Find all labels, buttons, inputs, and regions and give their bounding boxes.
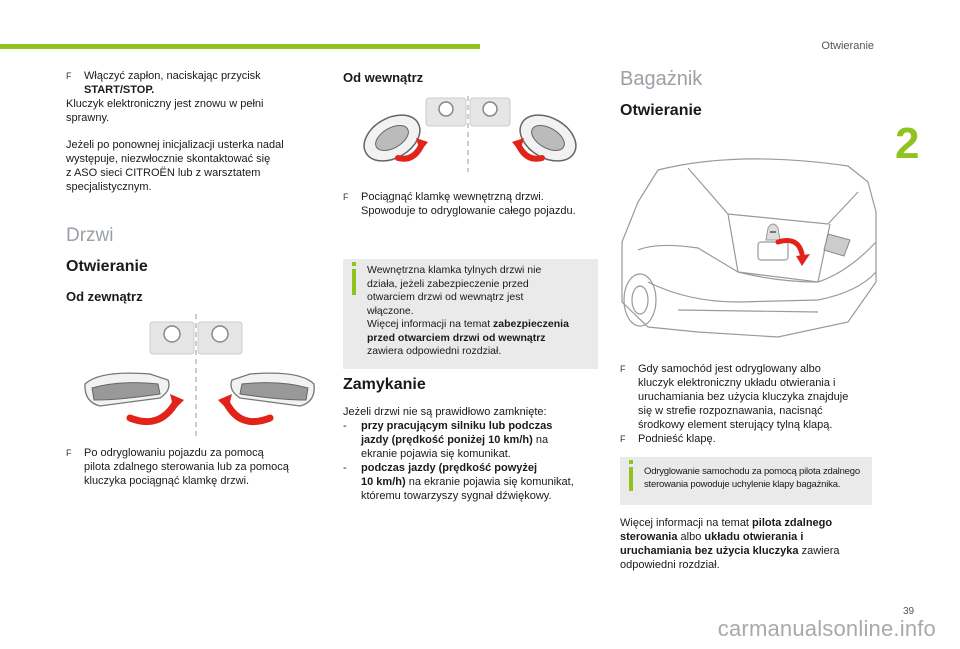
text-line: Gdy samochód jest odryglowany albo xyxy=(638,363,821,375)
bullet-item xyxy=(620,362,882,432)
text-line: Odryglowanie samochodu za pomocą pilota zdalnego xyxy=(644,466,860,477)
info-icon xyxy=(629,460,633,464)
dash-marker: - xyxy=(343,462,347,474)
text-line: Jeżeli po ponownej inicjalizacji usterka nadal xyxy=(66,139,284,151)
text-line: Włączyć zapłon, naciskając przycisk xyxy=(84,70,261,82)
bullet-item xyxy=(66,446,326,488)
subheading-inside: Od wewnątrz xyxy=(343,70,424,85)
text-span: sterowania xyxy=(620,531,678,543)
text-span: Więcej informacji na temat xyxy=(367,318,494,330)
text-line: Kluczyk elektroniczny jest znowu w pełni xyxy=(66,98,264,110)
text-line: podczas jazdy (prędkość powyżej xyxy=(361,462,538,474)
text-span: układu otwierania i xyxy=(704,531,804,543)
text-line: sterowania powoduje uchylenie klapy bagażnika. xyxy=(644,479,841,490)
subheading-outside: Od zewnątrz xyxy=(66,289,143,304)
text-line: zawiera odpowiedni rozdział. xyxy=(367,345,502,357)
text-line: się w strefie rozpoznawania, nacisnąć xyxy=(638,405,823,417)
text-line: odpowiedni rozdział. xyxy=(620,559,720,571)
col1-bullet-exterior xyxy=(66,446,326,488)
text-line: Jeżeli drzwi nie są prawidłowo zamknięte: xyxy=(343,406,547,418)
text-line: z ASO sieci CITROËN lub z warsztatem xyxy=(66,167,261,179)
text-span: na ekranie pojawia się komunikat, xyxy=(405,476,574,488)
bullet-marker: F xyxy=(620,434,626,444)
col3-more-info xyxy=(620,516,882,572)
bullet-item xyxy=(620,432,882,446)
col1-paragraph xyxy=(66,138,316,194)
section-title-doors: Drzwi xyxy=(66,225,114,246)
text-span: 10 km/h) xyxy=(361,476,406,488)
col3-bullets xyxy=(620,362,882,446)
dash-marker: - xyxy=(343,420,347,432)
running-header: Otwieranie xyxy=(821,40,874,52)
bullet-marker: F xyxy=(66,448,72,458)
heading-boot-opening: Otwieranie xyxy=(620,102,702,119)
car-rear-illustration xyxy=(618,132,880,352)
bullet-item xyxy=(343,190,603,218)
text-line: otwarciem drzwi od wewnątrz jest xyxy=(367,291,524,303)
text-line: pilota zdalnego sterowania lub za pomocą xyxy=(84,461,289,473)
text-line: Podnieść klapę. xyxy=(638,433,716,445)
col2-closing-text xyxy=(343,405,603,503)
text-span: na xyxy=(532,434,549,446)
text-line: ekranie pojawia się komunikat. xyxy=(361,448,511,460)
interior-handle-illustration xyxy=(350,92,590,174)
text-span: jazdy (prędkość poniżej 10 km/h) xyxy=(361,434,533,446)
text-span: zawiera xyxy=(798,545,840,557)
text-line: uruchamiania bez użycia kluczyka znajduje xyxy=(638,391,849,403)
header-accent-bar xyxy=(0,44,480,49)
text-line: przed otwarciem drzwi od wewnątrz xyxy=(367,331,546,344)
info-icon xyxy=(352,262,356,266)
text-line: Spowoduje to odryglowanie całego pojazdu. xyxy=(361,205,576,217)
text-line: włączone. xyxy=(367,304,414,317)
text-line: START/STOP. xyxy=(84,84,155,96)
text-line: Po odryglowaniu pojazdu za pomocą xyxy=(84,447,264,459)
text-line: kluczyk elektroniczny układu otwierania i xyxy=(638,377,836,389)
text-span: Więcej informacji na temat xyxy=(620,517,753,529)
chapter-number: 2 xyxy=(895,119,920,168)
col2-bullet-interior xyxy=(343,190,603,218)
heading-opening: Otwieranie xyxy=(66,258,148,275)
section-title-boot: Bagażnik xyxy=(620,68,703,90)
text-line: któremu towarzyszy sygnał dźwiękowy. xyxy=(361,490,552,502)
text-line: Wewnętrzna klamka tylnych drzwi nie xyxy=(367,264,542,276)
text-line: sprawny. xyxy=(66,112,110,124)
info-box-rear-doors xyxy=(343,259,598,369)
text-line: występuje, niezwłocznie skontaktować się xyxy=(66,153,271,165)
dash-item xyxy=(343,419,603,461)
info-box-boot xyxy=(620,457,872,505)
exterior-handle-illustration xyxy=(80,314,320,440)
text-line: kluczyka pociągnąć klamkę drzwi. xyxy=(84,475,250,487)
bullet-marker: F xyxy=(620,364,626,374)
watermark-text: carmanualsonline.info xyxy=(717,616,936,641)
info-icon-bar xyxy=(352,269,356,295)
heading-closing: Zamykanie xyxy=(343,376,426,393)
bullet-marker: F xyxy=(66,71,72,81)
text-line: specjalistycznym. xyxy=(66,181,152,193)
text-span: uruchamiania bez użycia kluczyka xyxy=(620,545,799,557)
page-number: 39 xyxy=(903,606,915,617)
text-span: zabezpieczenia xyxy=(493,318,569,330)
text-line: przy pracującym silniku lub podczas xyxy=(361,420,553,432)
text-line: środkowy element sterujący tylną klapą. xyxy=(638,419,833,431)
dash-item xyxy=(343,461,603,503)
col1-intro xyxy=(66,69,316,125)
bullet-marker: F xyxy=(343,192,349,202)
text-line: działa, jeżeli zabezpieczenie przed xyxy=(367,277,529,290)
bullet-item xyxy=(66,69,316,97)
text-line: Pociągnąć klamkę wewnętrzną drzwi. xyxy=(361,191,544,203)
text-span: pilota zdalnego xyxy=(752,517,833,529)
text-span: albo xyxy=(677,531,705,543)
info-icon-bar xyxy=(629,467,633,491)
